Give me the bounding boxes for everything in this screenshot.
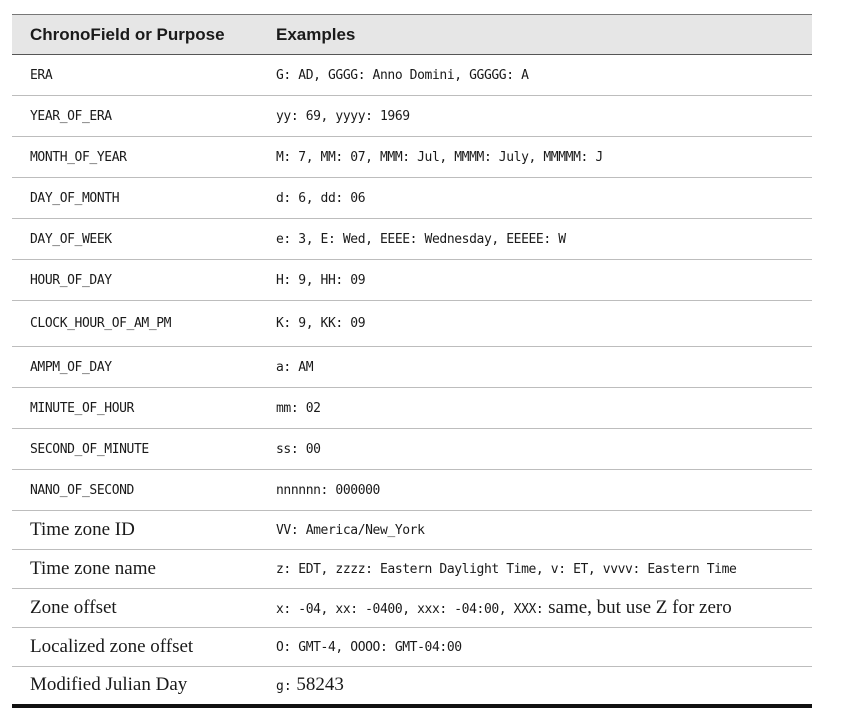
row-field: MONTH_OF_YEAR (12, 137, 258, 178)
example-text: same, but use Z for zero (543, 597, 732, 618)
row-example (258, 589, 812, 628)
table-row (12, 511, 812, 550)
table-row (12, 589, 812, 628)
table-header-row (12, 15, 812, 55)
row-field: CLOCK_HOUR_OF_AM_PM (12, 301, 258, 347)
header-field: ChronoField or Purpose (12, 15, 258, 55)
table-row (12, 667, 812, 706)
row-field: DAY_OF_MONTH (12, 178, 258, 219)
row-field: Zone offset (12, 589, 258, 628)
table-row (12, 178, 812, 219)
row-example: d: 6, dd: 06 (258, 178, 812, 219)
row-field: HOUR_OF_DAY (12, 260, 258, 301)
table-row (12, 219, 812, 260)
table-row (12, 550, 812, 589)
table-row (12, 628, 812, 667)
row-example: ss: 00 (258, 429, 812, 470)
row-example: mm: 02 (258, 388, 812, 429)
row-field: ERA (12, 55, 258, 96)
table-row (12, 301, 812, 347)
table-row (12, 429, 812, 470)
table-row (12, 137, 812, 178)
table-row (12, 470, 812, 511)
row-field: AMPM_OF_DAY (12, 347, 258, 388)
table-row (12, 55, 812, 96)
row-example: G: AD, GGGG: Anno Domini, GGGGG: A (258, 55, 812, 96)
example-code: g: (276, 679, 292, 695)
row-example (258, 667, 812, 706)
row-example: a: AM (258, 347, 812, 388)
table-row (12, 96, 812, 137)
example-text: 58243 (291, 674, 344, 696)
header-examples: Examples (258, 15, 812, 55)
row-example: O: GMT-4, OOOO: GMT-04:00 (258, 628, 812, 667)
row-field: Localized zone offset (12, 628, 258, 667)
row-example: VV: America/New_York (258, 511, 812, 550)
row-field: NANO_OF_SECOND (12, 470, 258, 511)
chronofield-table (12, 14, 812, 708)
row-example: M: 7, MM: 07, MMM: Jul, MMMM: July, MMMMM: J (258, 137, 812, 178)
row-field: DAY_OF_WEEK (12, 219, 258, 260)
row-field: SECOND_OF_MINUTE (12, 429, 258, 470)
example-code: x: -04, xx: -0400, xxx: -04:00, XXX: (276, 602, 544, 617)
row-field: MINUTE_OF_HOUR (12, 388, 258, 429)
row-example: nnnnnn: 000000 (258, 470, 812, 511)
table-row (12, 388, 812, 429)
table-row (12, 260, 812, 301)
table-row (12, 347, 812, 388)
row-example: z: EDT, zzzz: Eastern Daylight Time, v: ET, vvvv: Eastern Time (258, 550, 812, 589)
row-field: YEAR_OF_ERA (12, 96, 258, 137)
row-field: Time zone name (12, 550, 258, 589)
format-table (12, 14, 812, 708)
row-example: K: 9, KK: 09 (258, 301, 812, 347)
row-field: Modified Julian Day (12, 667, 258, 706)
row-example: e: 3, E: Wed, EEEE: Wednesday, EEEEE: W (258, 219, 812, 260)
row-example: yy: 69, yyyy: 1969 (258, 96, 812, 137)
row-field: Time zone ID (12, 511, 258, 550)
row-example: H: 9, HH: 09 (258, 260, 812, 301)
